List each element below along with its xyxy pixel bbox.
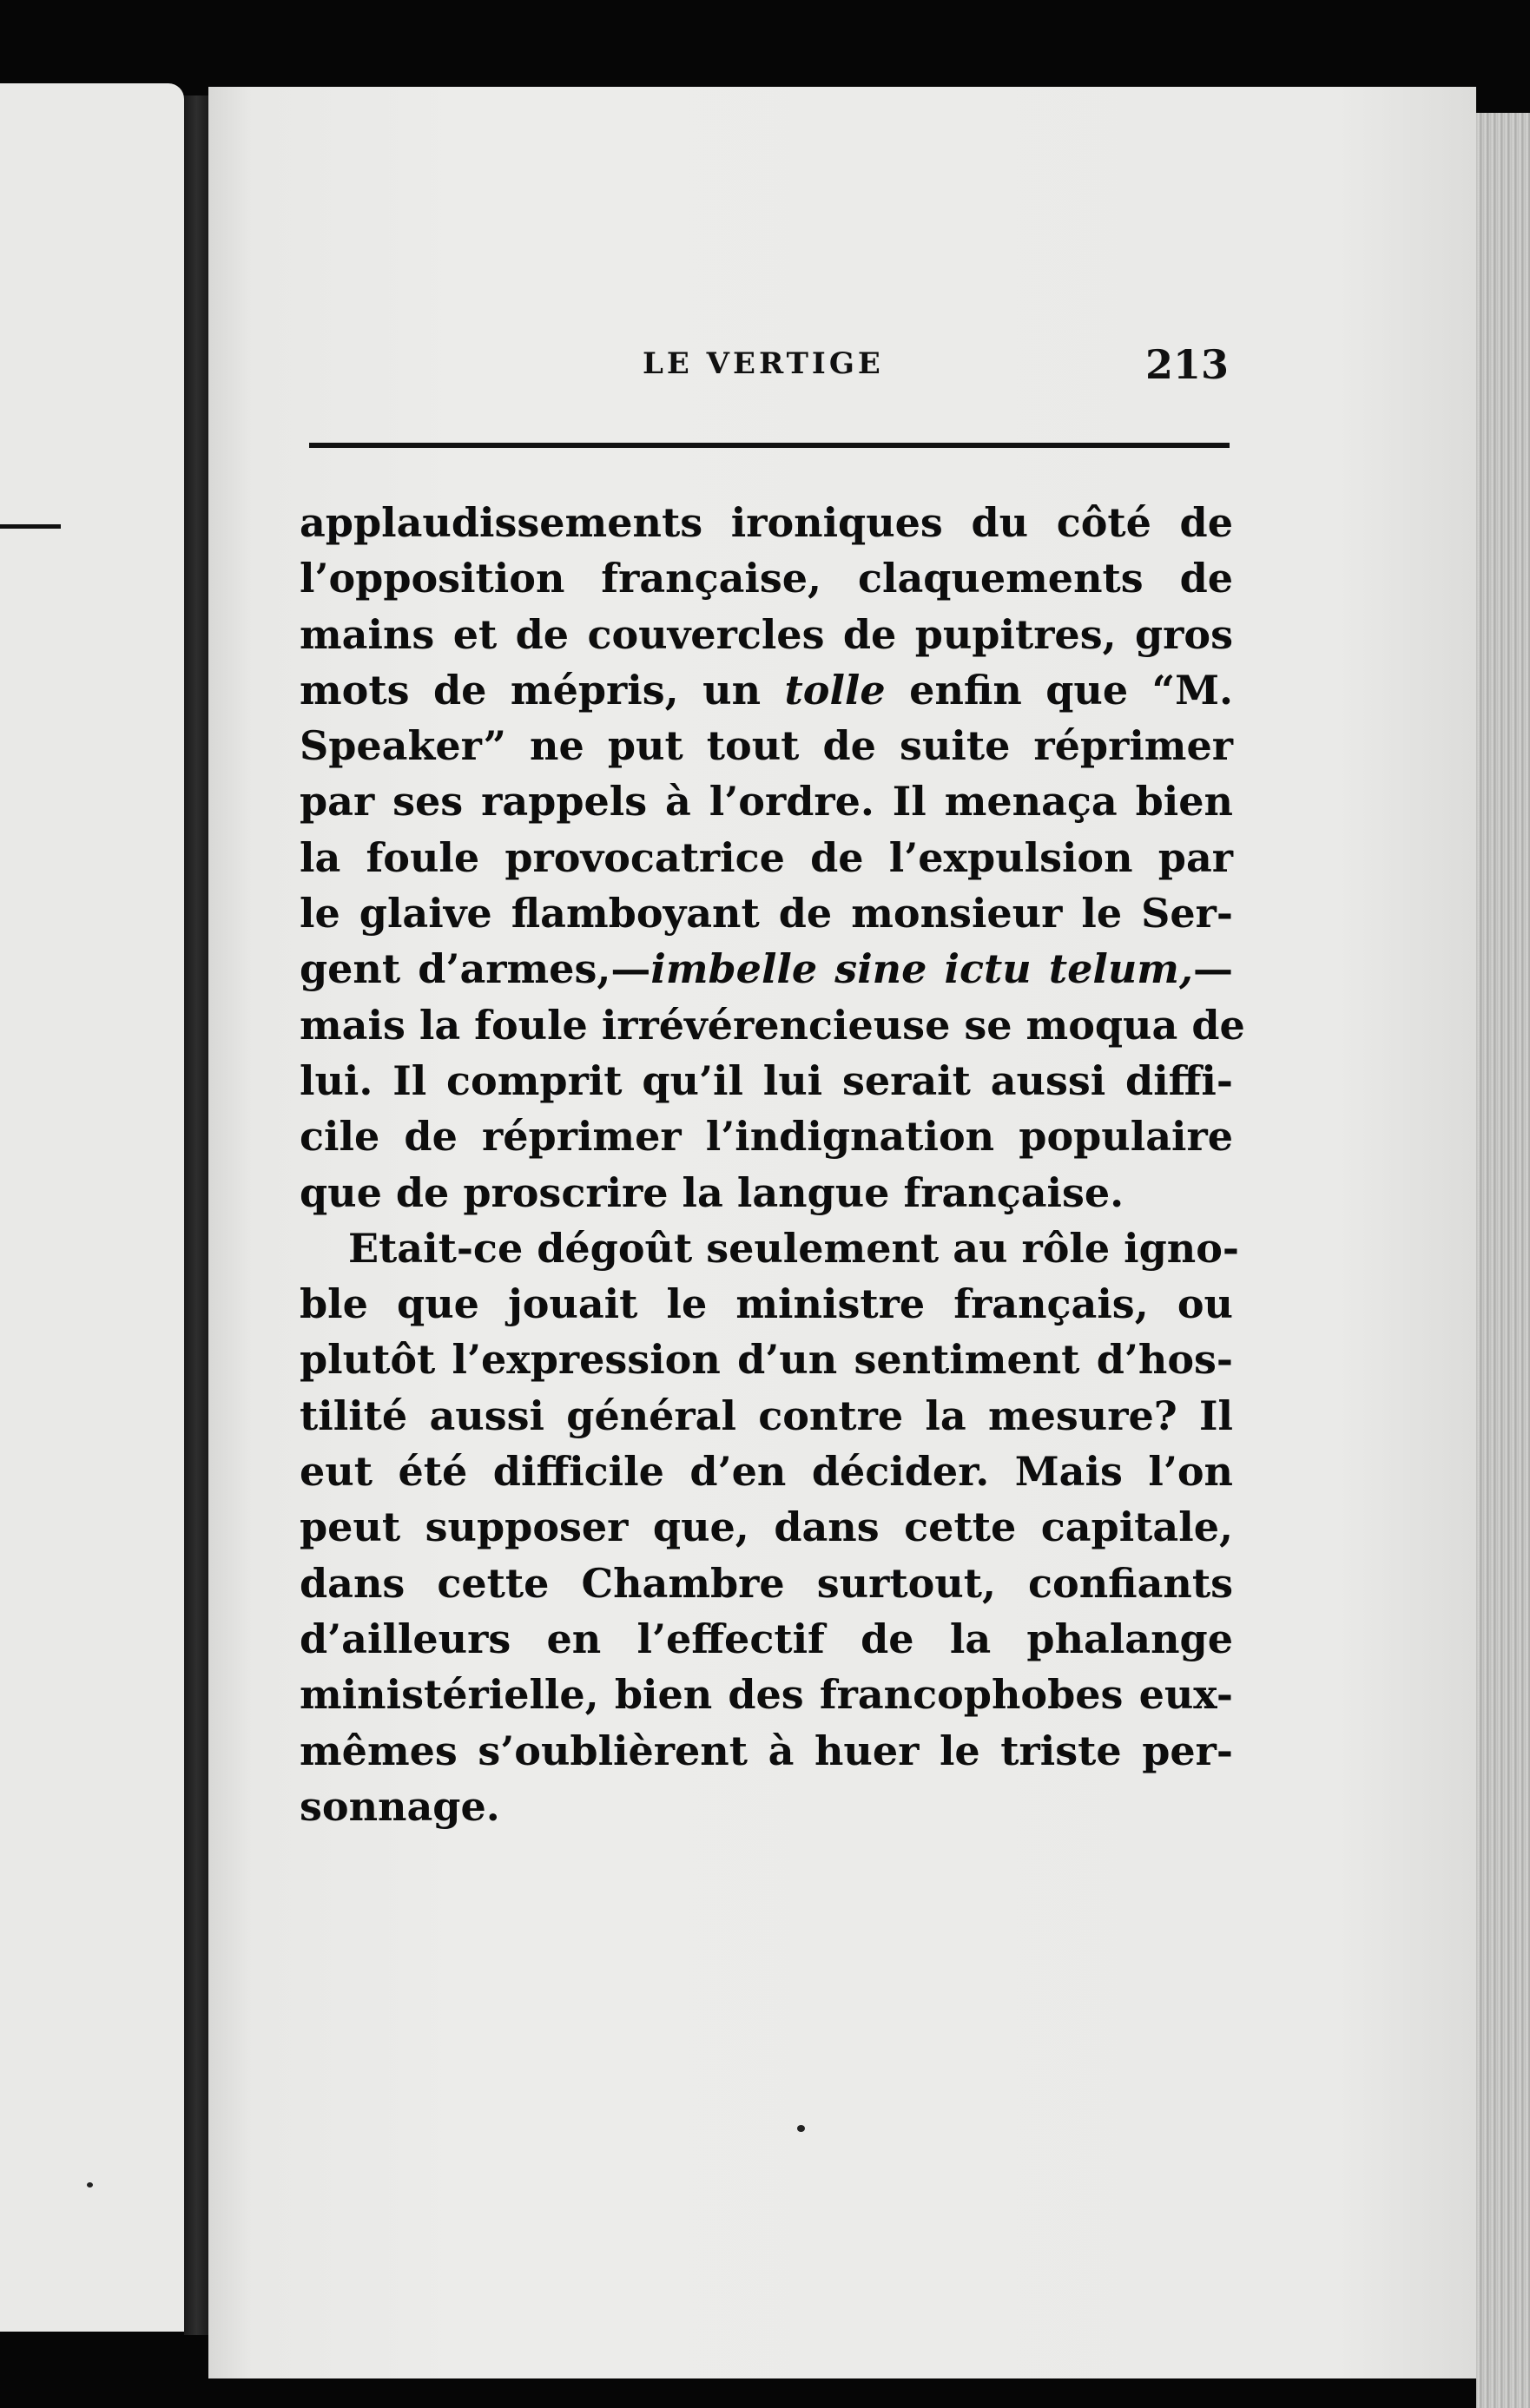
text-line: sonnage. bbox=[300, 1782, 500, 1830]
text-line: par ses rappels à l’ordre. Il menaça bien bbox=[300, 778, 1233, 826]
text-line: dans cette Chambre surtout, confiants bbox=[300, 1559, 1233, 1607]
left-page bbox=[0, 83, 184, 2332]
text-segment: mots de mépris, un bbox=[300, 666, 762, 714]
page-edges bbox=[1476, 113, 1530, 2408]
text-line: lui. Il comprit qu’il lui serait aussi diffi- bbox=[300, 1056, 1233, 1104]
text-segment: enfin que “M. bbox=[909, 666, 1234, 714]
scan-speck bbox=[87, 2182, 93, 2188]
body-text bbox=[300, 495, 1245, 1834]
text-line: la foule provocatrice de l’expulsion par bbox=[300, 833, 1233, 881]
page-number: 213 bbox=[1144, 341, 1229, 388]
text-line: ble que jouait le ministre français, ou bbox=[300, 1280, 1233, 1328]
text-line: Etait-ce dégoût seulement au rôle igno- bbox=[348, 1224, 1239, 1272]
italic-word: tolle bbox=[784, 666, 886, 714]
header-rule bbox=[309, 443, 1230, 448]
text-line: tilité aussi général contre la mesure? Il bbox=[300, 1392, 1233, 1439]
text-line: mains et de couvercles de pupitres, gros bbox=[300, 610, 1233, 658]
text-line: ministérielle, bien des francophobes eux- bbox=[300, 1671, 1233, 1719]
italic-quote: imbelle sine ictu telum, bbox=[650, 945, 1193, 993]
text-line: eut été difficile d’en décider. Mais l’on bbox=[300, 1448, 1233, 1496]
text-line: d’ailleurs en l’effectif de la phalange bbox=[300, 1615, 1233, 1662]
text-line: l’opposition française, claquements de bbox=[300, 555, 1233, 602]
text-line: cile de réprimer l’indignation populaire bbox=[300, 1113, 1233, 1161]
scan-speck bbox=[797, 2125, 805, 2132]
text-line: le glaive flamboyant de monsieur le Ser- bbox=[300, 890, 1233, 938]
text-line: applaudissements ironiques du côté de bbox=[300, 499, 1233, 546]
text-line: plutôt l’expression d’un sentiment d’hos- bbox=[300, 1336, 1233, 1384]
text-segment: gent d’armes,— bbox=[300, 945, 651, 993]
text-line: peut supposer que, dans cette capitale, bbox=[300, 1503, 1233, 1551]
text-line bbox=[300, 662, 1233, 718]
running-title: LE VERTIGE bbox=[643, 346, 884, 381]
text-line: Speaker” ne put tout de suite réprimer bbox=[300, 722, 1233, 770]
text-segment: — bbox=[1193, 945, 1233, 993]
text-line: mêmes s’oublièrent à huer le triste per- bbox=[300, 1727, 1233, 1774]
running-head bbox=[308, 343, 1229, 395]
left-page-rule bbox=[0, 524, 61, 529]
text-line: mais la foule irrévérencieuse se moqua de bbox=[300, 1001, 1245, 1049]
text-line: que de proscrire la langue française. bbox=[300, 1168, 1124, 1216]
text-line bbox=[300, 941, 1233, 997]
